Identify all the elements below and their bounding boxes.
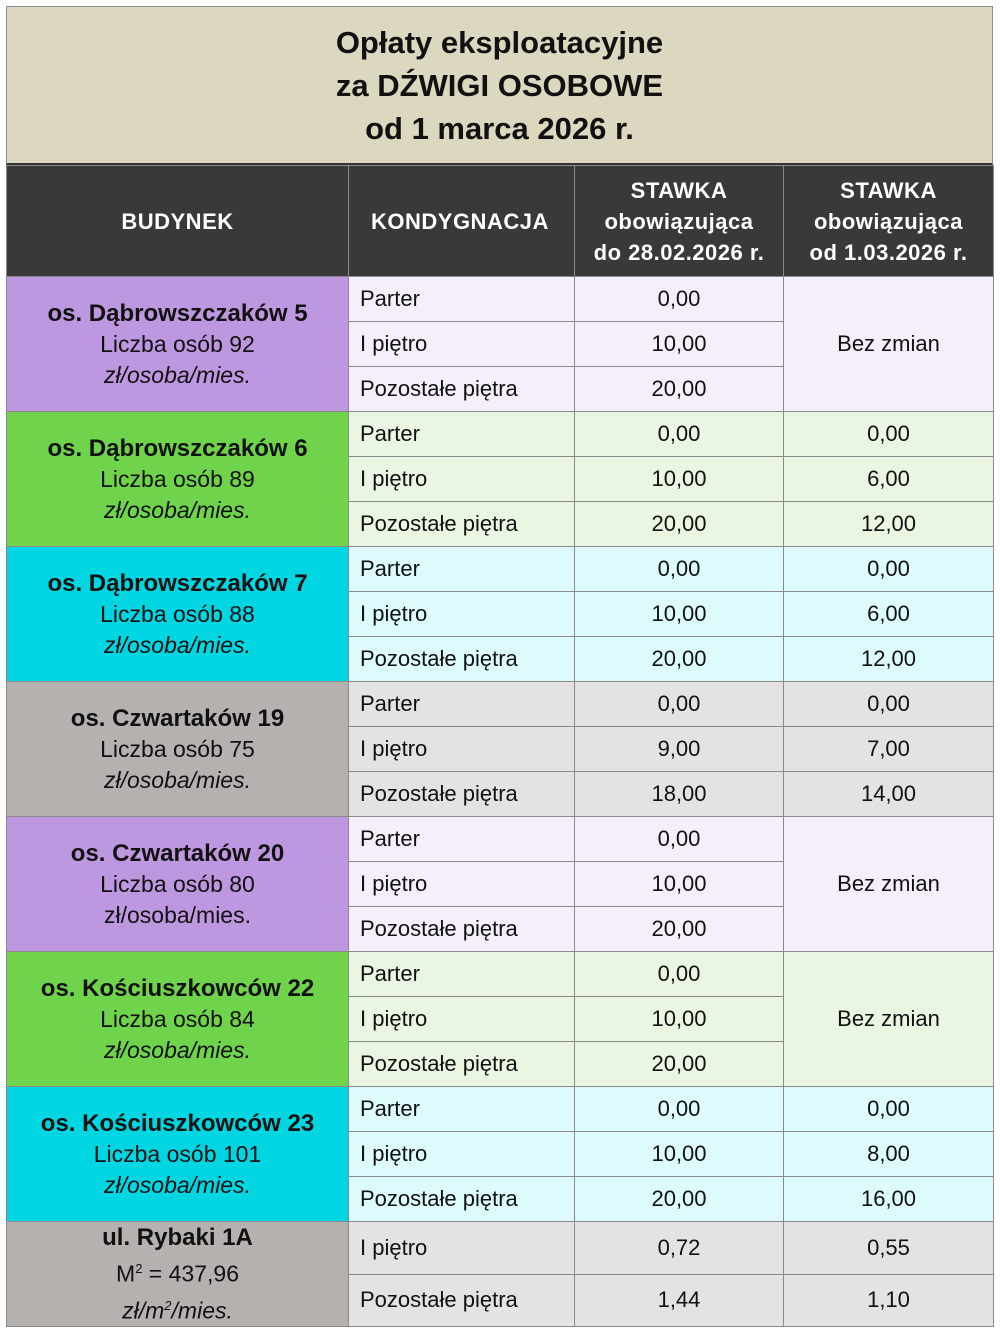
unit-prefix: zł/m bbox=[122, 1297, 165, 1324]
old-rate-cell: 20,00 bbox=[575, 367, 784, 412]
building-cell bbox=[7, 682, 349, 817]
table-row bbox=[7, 682, 994, 727]
table-row bbox=[7, 1222, 994, 1275]
old-rate-cell: 1,44 bbox=[575, 1274, 784, 1327]
floor-cell: Pozostałe piętra bbox=[349, 1274, 575, 1327]
old-rate-cell: 0,00 bbox=[575, 277, 784, 322]
area-label: M bbox=[116, 1260, 136, 1287]
building-cell bbox=[7, 1087, 349, 1222]
new-rate-cell: 6,00 bbox=[784, 457, 994, 502]
building-count: Liczba osób 92 bbox=[100, 330, 255, 357]
building-name: os. Czwartaków 19 bbox=[70, 704, 285, 732]
header-old-rate bbox=[575, 166, 784, 277]
building-cell bbox=[7, 412, 349, 547]
floor-cell: Pozostałe piętra bbox=[349, 1177, 575, 1222]
building-cell bbox=[7, 952, 349, 1087]
area-value: = 437,96 bbox=[142, 1260, 239, 1287]
header-old-rate-line-1: STAWKA bbox=[630, 177, 728, 203]
new-rate-cell: 12,00 bbox=[784, 502, 994, 547]
new-rate-cell: 14,00 bbox=[784, 772, 994, 817]
new-rate-cell: 0,00 bbox=[784, 682, 994, 727]
title-line-3: od 1 marca 2026 r. bbox=[365, 110, 634, 146]
header-building: BUDYNEK bbox=[7, 166, 349, 277]
fee-sheet bbox=[6, 6, 993, 1327]
table-row bbox=[7, 547, 994, 592]
building-name: ul. Rybaki 1A bbox=[102, 1224, 253, 1251]
building-area bbox=[7, 1253, 348, 1290]
new-rate-cell: 1,10 bbox=[784, 1274, 994, 1327]
old-rate-cell: 0,00 bbox=[575, 412, 784, 457]
floor-cell: I piętro bbox=[349, 997, 575, 1042]
building-count: Liczba osób 80 bbox=[100, 870, 255, 897]
new-rate-cell: 8,00 bbox=[784, 1132, 994, 1177]
new-rate-note: Bez zmian bbox=[784, 817, 994, 952]
header-new-rate bbox=[784, 166, 994, 277]
table-row bbox=[7, 817, 994, 862]
floor-cell: I piętro bbox=[349, 727, 575, 772]
old-rate-cell: 0,00 bbox=[575, 817, 784, 862]
floor-cell: Parter bbox=[349, 1087, 575, 1132]
floor-cell: I piętro bbox=[349, 592, 575, 637]
title-line-1: Opłaty eksploatacyjne bbox=[335, 24, 664, 60]
building-group bbox=[7, 1087, 994, 1222]
new-rate-cell: 12,00 bbox=[784, 637, 994, 682]
title-line-2: za DŹWIGI OSOBOWE bbox=[335, 67, 664, 103]
new-rate-note: Bez zmian bbox=[784, 952, 994, 1087]
floor-cell: Pozostałe piętra bbox=[349, 907, 575, 952]
title-box bbox=[6, 6, 993, 165]
building-unit: zł/osoba/mies. bbox=[103, 1171, 251, 1198]
floor-cell: Parter bbox=[349, 817, 575, 862]
new-rate-cell: 0,00 bbox=[784, 547, 994, 592]
header-new-rate-line-2: obowiązująca bbox=[813, 208, 964, 234]
unit-exponent: 2 bbox=[164, 1297, 172, 1313]
floor-cell: Pozostałe piętra bbox=[349, 1042, 575, 1087]
building-group bbox=[7, 1222, 994, 1327]
building-name: os. Kościuszkowców 22 bbox=[40, 974, 315, 1002]
floor-cell: I piętro bbox=[349, 1222, 575, 1275]
building-group bbox=[7, 682, 994, 817]
table-row bbox=[7, 277, 994, 322]
floor-cell: Pozostałe piętra bbox=[349, 637, 575, 682]
building-group bbox=[7, 547, 994, 682]
table-row bbox=[7, 412, 994, 457]
floor-cell: I piętro bbox=[349, 322, 575, 367]
building-name: os. Kościuszkowców 23 bbox=[40, 1109, 315, 1137]
old-rate-cell: 20,00 bbox=[575, 502, 784, 547]
new-rate-cell: 0,00 bbox=[784, 412, 994, 457]
floor-cell: Pozostałe piętra bbox=[349, 367, 575, 412]
table-row bbox=[7, 952, 994, 997]
old-rate-cell: 18,00 bbox=[575, 772, 784, 817]
area-exponent: 2 bbox=[135, 1261, 143, 1276]
floor-cell: Parter bbox=[349, 952, 575, 997]
header-floor: KONDYGNACJA bbox=[349, 166, 575, 277]
header-row bbox=[7, 166, 994, 277]
new-rate-cell: 0,55 bbox=[784, 1222, 994, 1275]
old-rate-cell: 20,00 bbox=[575, 907, 784, 952]
fee-table bbox=[6, 165, 994, 1327]
old-rate-cell: 10,00 bbox=[575, 457, 784, 502]
old-rate-cell: 10,00 bbox=[575, 862, 784, 907]
old-rate-cell: 20,00 bbox=[575, 1177, 784, 1222]
new-rate-cell: 16,00 bbox=[784, 1177, 994, 1222]
building-count: Liczba osób 101 bbox=[93, 1140, 262, 1167]
header-new-rate-line-3: od 1.03.2026 r. bbox=[809, 239, 968, 265]
old-rate-cell: 10,00 bbox=[575, 997, 784, 1042]
building-cell bbox=[7, 547, 349, 682]
building-name: os. Dąbrowszczaków 6 bbox=[47, 434, 308, 462]
new-rate-cell: 6,00 bbox=[784, 592, 994, 637]
building-name: os. Dąbrowszczaków 5 bbox=[47, 299, 308, 327]
building-unit: zł/osoba/mies. bbox=[103, 1036, 251, 1063]
building-count: Liczba osób 75 bbox=[100, 735, 255, 762]
building-name: os. Czwartaków 20 bbox=[70, 839, 285, 867]
unit-suffix: /mies. bbox=[171, 1297, 233, 1324]
building-group bbox=[7, 277, 994, 412]
floor-cell: Parter bbox=[349, 682, 575, 727]
building-count: Liczba osób 89 bbox=[100, 465, 255, 492]
header-old-rate-line-2: obowiązująca bbox=[604, 208, 754, 234]
floor-cell: Pozostałe piętra bbox=[349, 772, 575, 817]
building-unit: zł/osoba/mies. bbox=[103, 631, 251, 658]
floor-cell: Parter bbox=[349, 412, 575, 457]
header-new-rate-line-1: STAWKA bbox=[840, 177, 937, 203]
old-rate-cell: 0,00 bbox=[575, 1087, 784, 1132]
building-group bbox=[7, 817, 994, 952]
new-rate-cell: 7,00 bbox=[784, 727, 994, 772]
building-count: Liczba osób 88 bbox=[100, 600, 255, 627]
old-rate-cell: 9,00 bbox=[575, 727, 784, 772]
old-rate-cell: 0,00 bbox=[575, 682, 784, 727]
building-cell bbox=[7, 1222, 349, 1327]
floor-cell: I piętro bbox=[349, 862, 575, 907]
old-rate-cell: 10,00 bbox=[575, 592, 784, 637]
building-count: Liczba osób 84 bbox=[100, 1005, 255, 1032]
building-group bbox=[7, 412, 994, 547]
old-rate-cell: 0,00 bbox=[575, 547, 784, 592]
floor-cell: Parter bbox=[349, 277, 575, 322]
old-rate-cell: 0,00 bbox=[575, 952, 784, 997]
building-unit bbox=[7, 1290, 348, 1327]
old-rate-cell: 0,72 bbox=[575, 1222, 784, 1275]
floor-cell: Parter bbox=[349, 547, 575, 592]
floor-cell: I piętro bbox=[349, 457, 575, 502]
building-cell bbox=[7, 817, 349, 952]
old-rate-cell: 10,00 bbox=[575, 322, 784, 367]
old-rate-cell: 10,00 bbox=[575, 1132, 784, 1177]
floor-cell: Pozostałe piętra bbox=[349, 502, 575, 547]
building-cell bbox=[7, 277, 349, 412]
building-unit: zł/osoba/mies. bbox=[103, 496, 251, 523]
old-rate-cell: 20,00 bbox=[575, 637, 784, 682]
building-group bbox=[7, 952, 994, 1087]
building-name: os. Dąbrowszczaków 7 bbox=[47, 569, 308, 597]
building-unit: zł/osoba/mies. bbox=[103, 901, 251, 928]
building-unit: zł/osoba/mies. bbox=[103, 361, 251, 388]
floor-cell: I piętro bbox=[349, 1132, 575, 1177]
header-old-rate-line-3: do 28.02.2026 r. bbox=[593, 239, 765, 265]
old-rate-cell: 20,00 bbox=[575, 1042, 784, 1087]
new-rate-cell: 0,00 bbox=[784, 1087, 994, 1132]
table-row bbox=[7, 1087, 994, 1132]
new-rate-note: Bez zmian bbox=[784, 277, 994, 412]
building-unit: zł/osoba/mies. bbox=[103, 766, 251, 793]
